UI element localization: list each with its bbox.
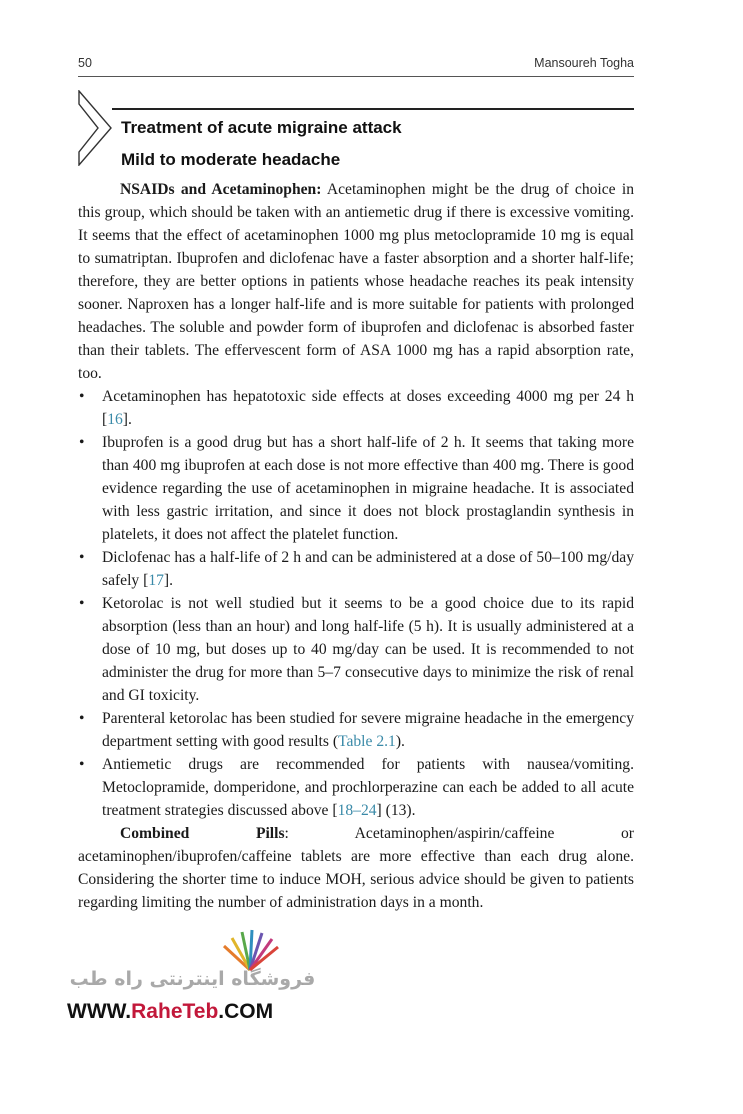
bullet-list bbox=[78, 385, 634, 822]
bullet-icon: • bbox=[79, 388, 85, 405]
list-item-text-end: ] (13). bbox=[376, 802, 416, 819]
bullet-icon: • bbox=[79, 756, 85, 773]
list-item-text: Ketorolac is not well studied but it seems to be a good choice due to its rapid absorption (less than an hour) and long half-life (5 h). It is usually administered at a dose of 10 mg, but doses up to 40 mg/day can be used. It is recommended to not administer the drug for more than 5–7 consecutive days to minimize the risk of renal and GI toxicity. bbox=[102, 595, 634, 704]
intro-text: Acetaminophen might be the drug of choice in this group, which should be taken with an antiemetic drug if there is excessive vomiting. It seems that the effect of acetaminophen 1000 mg plus metoclopramide 10 mg is equal to sumatriptan. Ibuprofen and diclofenac have a faster absorption and a shorter half-life; therefore, they are better options in patients whose headache reaches its peak intensity sooner. Naproxen has a longer half-life and is more suitable for patients with prolonged headaches. The soluble and powder form of ibuprofen and diclofenac is absorbed faster than their tablets. The effervescent form of ASA 1000 mg has a rapid absorption rate, too. bbox=[78, 181, 634, 382]
bullet-icon: • bbox=[79, 434, 85, 451]
citation-link[interactable]: 18–24 bbox=[337, 802, 377, 819]
combined-paragraph bbox=[78, 822, 634, 914]
section-title: Treatment of acute migraine attack bbox=[121, 118, 402, 137]
watermark-persian-text: فروشگاه اینترنتی راه طب bbox=[69, 968, 316, 990]
url-suffix: .COM bbox=[218, 1000, 274, 1023]
bullet-icon: • bbox=[79, 710, 85, 727]
citation-link[interactable]: 17 bbox=[148, 572, 164, 589]
intro-paragraph bbox=[78, 178, 634, 385]
chevron-icon bbox=[78, 90, 112, 166]
header-divider bbox=[78, 76, 634, 77]
bullet-icon: • bbox=[79, 595, 85, 612]
bullet-icon: • bbox=[79, 549, 85, 566]
citation-link[interactable]: 16 bbox=[107, 411, 123, 428]
list-item-text: Diclofenac has a half-life of 2 h and can be administered at a dose of 50–100 mg/day safely [ bbox=[102, 549, 634, 589]
combined-text: : Acetaminophen/aspirin/caffeine or acetaminophen/ibuprofen/caffeine tablets are more effective than each drug alone. Considering the shorter time to induce MOH, serious advice should be given to patients regarding limiting the number of administration days in a month. bbox=[78, 825, 635, 911]
list-item-text: Acetaminophen has hepatotoxic side effects at doses exceeding 4000 mg per 24 h [ bbox=[102, 388, 634, 428]
book-logo-icon bbox=[218, 928, 282, 972]
intro-lead: NSAIDs and Acetaminophen: bbox=[120, 181, 322, 198]
list-item-text-end: ). bbox=[395, 733, 405, 750]
list-item bbox=[78, 592, 634, 707]
list-item-text-end: ]. bbox=[122, 411, 132, 428]
watermark-url bbox=[67, 1000, 273, 1024]
running-author: Mansoureh Togha bbox=[534, 56, 634, 70]
watermark bbox=[60, 928, 330, 1028]
list-item bbox=[78, 753, 634, 822]
combined-lead: Combined Pills bbox=[120, 825, 285, 842]
body-text bbox=[78, 178, 634, 914]
section-divider bbox=[112, 108, 634, 110]
section-subtitle: Mild to moderate headache bbox=[121, 150, 341, 169]
citation-link[interactable]: Table 2.1 bbox=[338, 733, 396, 750]
list-item bbox=[78, 707, 634, 753]
list-item-text-end: ]. bbox=[163, 572, 174, 589]
list-item bbox=[78, 546, 634, 592]
url-brand: RaheTeb bbox=[131, 1000, 219, 1023]
url-prefix: WWW. bbox=[67, 1000, 132, 1023]
list-item-text: Antiemetic drugs are recommended for patients with nausea/vomiting. Metoclopramide, domperidone, and prochlorperazine can each be added to all acute treatment strategies discussed above [ bbox=[102, 756, 634, 819]
page-number: 50 bbox=[78, 56, 92, 70]
list-item-text: Ibuprofen is a good drug but has a short half-life of 2 h. It seems that taking more than 400 mg ibuprofen at each dose is not more effective than 400 mg. There is good evidence regarding the use of acetaminophen in migraine headache. It is associated with less gastric irritation, and since it does not block prostaglandin synthesis in platelets, it does not affect the platelet function. bbox=[102, 434, 634, 543]
list-item bbox=[78, 385, 634, 431]
list-item-text: Parenteral ketorolac has been studied for severe migraine headache in the emergency department setting with good results ( bbox=[102, 710, 634, 750]
list-item bbox=[78, 431, 634, 546]
